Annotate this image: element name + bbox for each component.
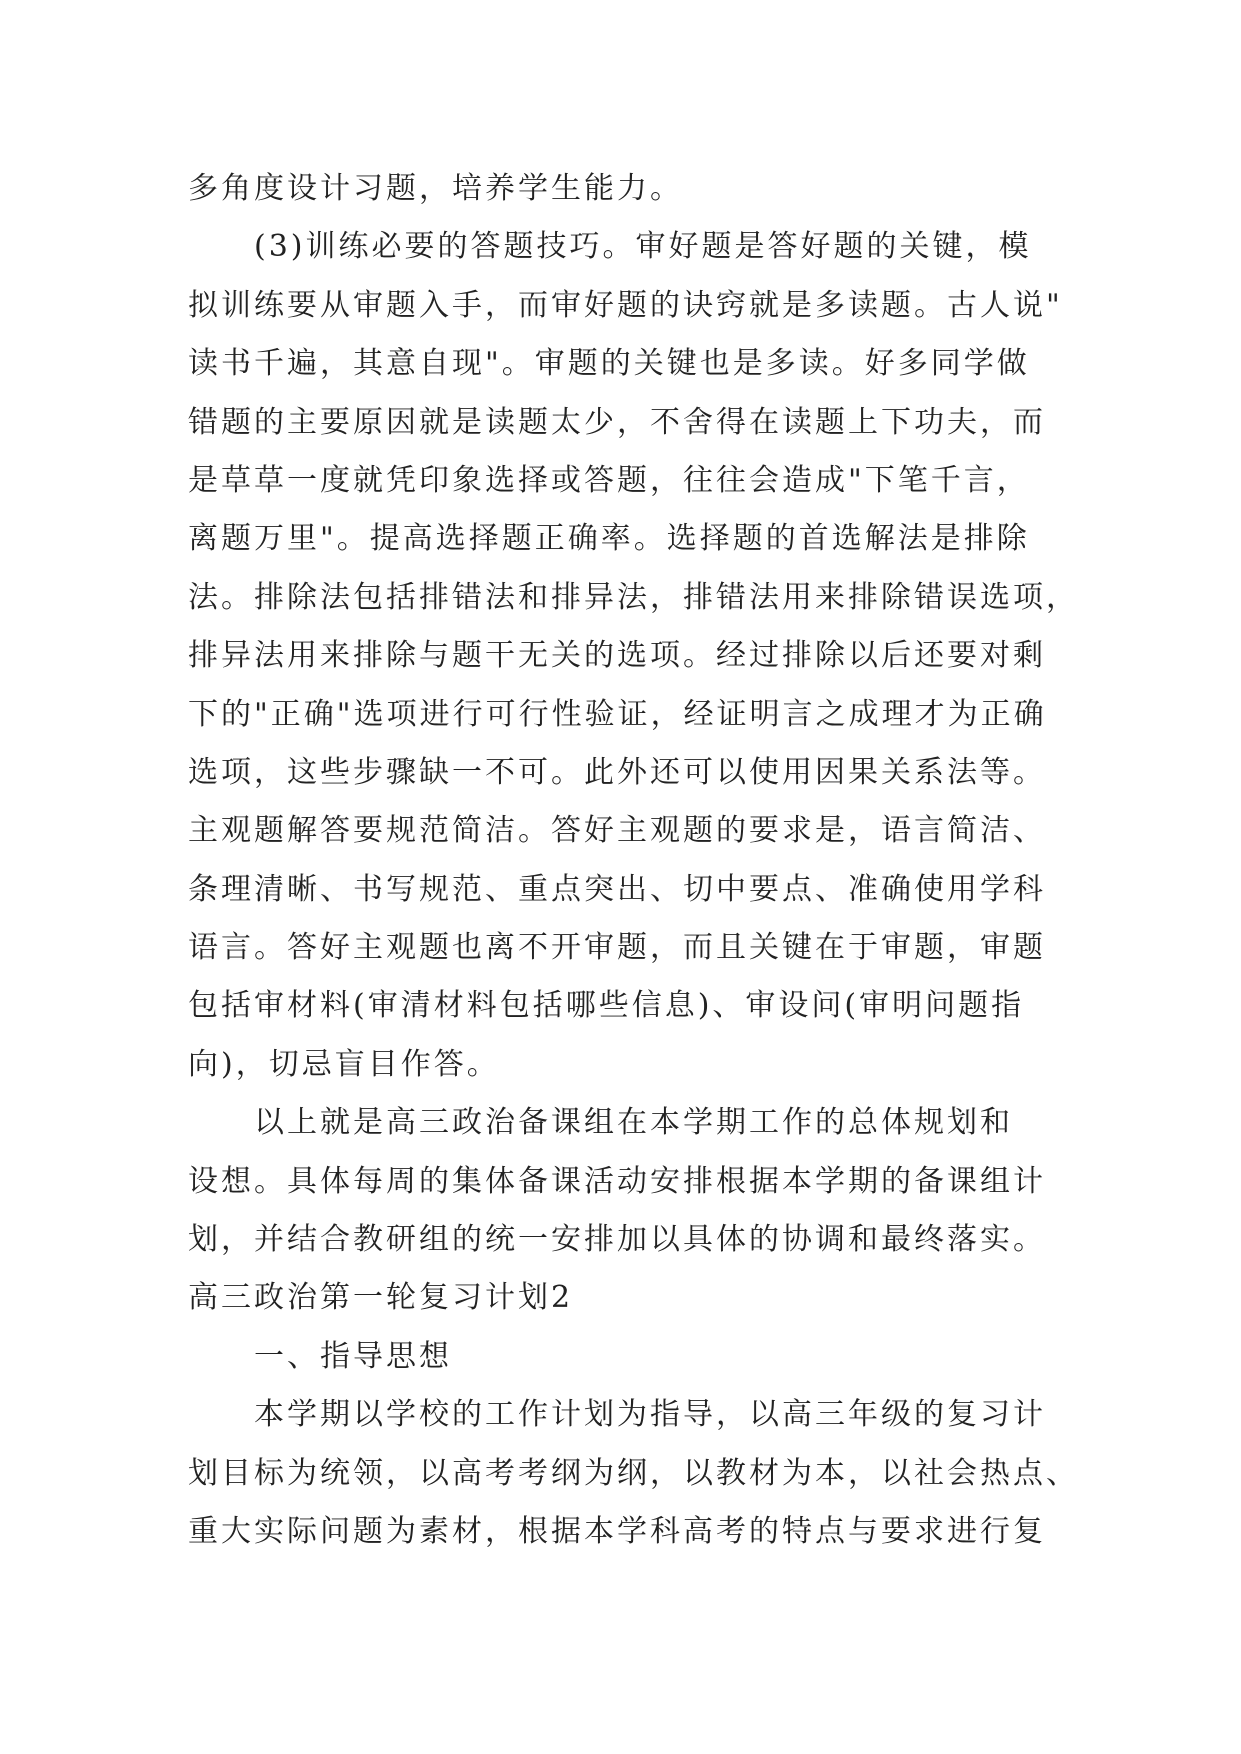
section-heading: 一、指导思想 <box>254 1338 452 1374</box>
text-line: 读书千遍，其意自现"。审题的关键也是多读。好多同学做 <box>188 346 1030 382</box>
text-line: (3)训练必要的答题技巧。审好题是答好题的关键，模 <box>254 229 1032 265</box>
text-line: 条理清晰、书写规范、重点突出、切中要点、准确使用学科 <box>188 871 1046 907</box>
text-line: 拟训练要从审题入手，而审好题的诀窍就是多读题。古人说" <box>188 287 1063 323</box>
text-line: 以上就是高三政治备课组在本学期工作的总体规划和 <box>254 1105 1013 1141</box>
text-line: 划目标为统领，以高考考纲为纲，以教材为本，以社会热点、 <box>188 1455 1079 1491</box>
text-line: 本学期以学校的工作计划为指导，以高三年级的复习计 <box>254 1397 1046 1433</box>
text-line: 向)，切忌盲目作答。 <box>188 1046 500 1082</box>
text-line: 设想。具体每周的集体备课活动安排根据本学期的备课组计 <box>188 1163 1046 1199</box>
section-title: 高三政治第一轮复习计划2 <box>188 1280 574 1316</box>
text-line: 是草草一度就凭印象选择或答题，往往会造成"下笔千言， <box>188 462 1030 498</box>
text-line: 划，并结合教研组的统一安排加以具体的协调和最终落实。 <box>188 1222 1046 1258</box>
document-body <box>188 160 1079 1561</box>
text-line: 错题的主要原因就是读题太少，不舍得在读题上下功夫，而 <box>188 404 1046 440</box>
text-line: 包括审材料(审清材料包括哪些信息)、审设问(审明问题指 <box>188 988 1025 1024</box>
text-line: 下的"正确"选项进行可行性验证，经证明言之成理才为正确 <box>188 696 1047 732</box>
text-line: 选项，这些步骤缺一不可。此外还可以使用因果关系法等。 <box>188 754 1046 790</box>
text-line: 主观题解答要规范简洁。答好主观题的要求是，语言简洁、 <box>188 813 1046 849</box>
text-line: 排异法用来排除与题干无关的选项。经过排除以后还要对剩 <box>188 638 1046 674</box>
text-line: 离题万里"。提高选择题正确率。选择题的首选解法是排除 <box>188 521 1030 557</box>
text-line: 多角度设计习题，培养学生能力。 <box>188 171 683 206</box>
text-line: 法。排除法包括排错法和排异法，排错法用来排除错误选项， <box>188 579 1079 615</box>
text-line: 重大实际问题为素材，根据本学科高考的特点与要求进行复 <box>188 1513 1046 1549</box>
text-line: 语言。答好主观题也离不开审题，而且关键在于审题，审题 <box>188 930 1046 966</box>
